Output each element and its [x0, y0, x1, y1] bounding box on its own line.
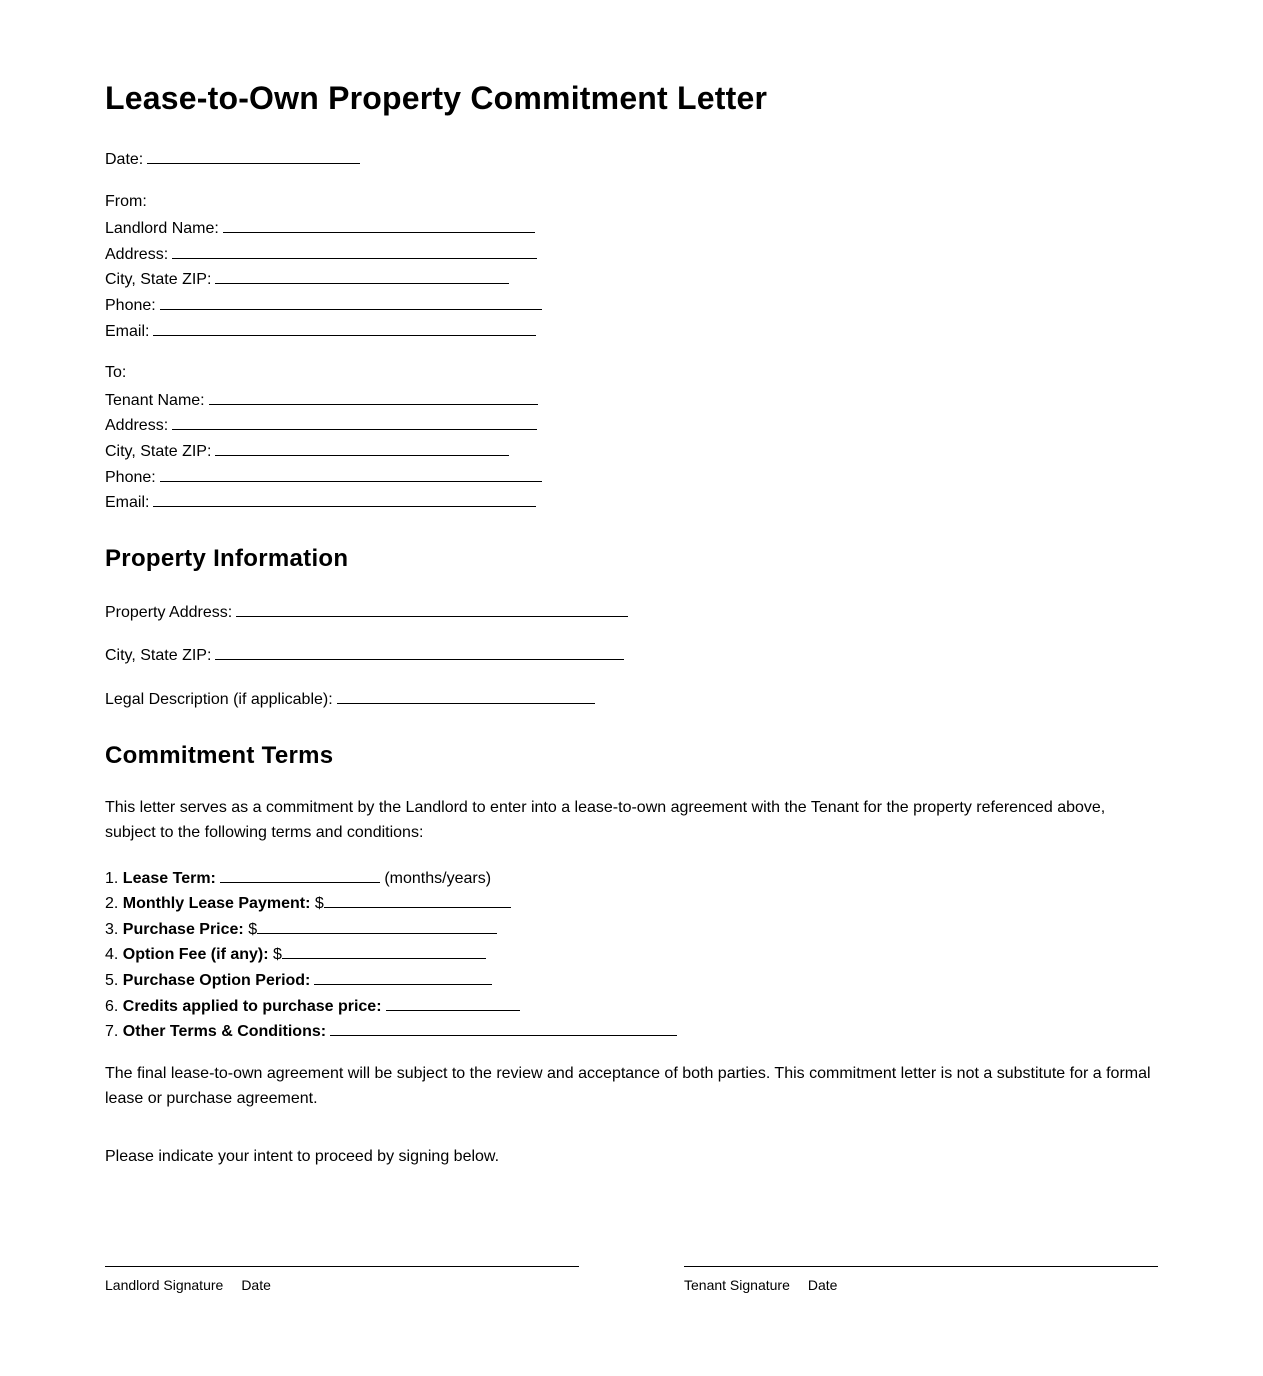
tenant-signature-line[interactable]	[684, 1266, 1158, 1267]
term-number: 6.	[105, 998, 119, 1015]
tenant-email-blank[interactable]	[153, 491, 536, 507]
tenant-name-field	[105, 389, 538, 411]
term-number: 3.	[105, 921, 119, 938]
term-suffix: (months/years)	[384, 870, 492, 887]
tenant-signature-label: Tenant Signature	[684, 1277, 790, 1293]
landlord-name-label: Landlord Name:	[105, 220, 219, 237]
landlord-address-blank[interactable]	[172, 243, 537, 259]
term-number: 5.	[105, 972, 119, 989]
tenant-city-field	[105, 440, 509, 462]
property-city-label: City, State ZIP:	[105, 647, 212, 664]
term-item	[105, 969, 492, 991]
landlord-phone-blank[interactable]	[160, 294, 542, 310]
term-item	[105, 892, 511, 914]
term-item	[105, 918, 497, 940]
property-address-blank[interactable]	[236, 601, 628, 617]
term-label: Other Terms & Conditions:	[122, 1023, 327, 1040]
term-label: Purchase Price:	[122, 921, 244, 938]
tenant-name-blank[interactable]	[209, 389, 538, 405]
other-terms-blank[interactable]	[330, 1020, 677, 1036]
terms-section-heading: Commitment Terms	[105, 742, 334, 769]
tenant-signature-caption	[684, 1276, 837, 1294]
landlord-signature-caption	[105, 1276, 271, 1294]
landlord-city-label: City, State ZIP:	[105, 271, 212, 288]
credits-blank[interactable]	[386, 995, 520, 1011]
landlord-city-field	[105, 268, 509, 290]
term-item	[105, 995, 520, 1017]
landlord-phone-label: Phone:	[105, 297, 156, 314]
date-label: Date:	[105, 151, 144, 168]
legal-description-blank[interactable]	[337, 688, 595, 704]
legal-description-field	[105, 688, 595, 710]
tenant-date-label: Date	[807, 1277, 838, 1293]
landlord-email-field	[105, 320, 536, 342]
tenant-phone-blank[interactable]	[160, 466, 542, 482]
term-label: Option Fee (if any):	[122, 946, 269, 963]
landlord-phone-field	[105, 294, 542, 316]
landlord-date-label: Date	[241, 1277, 271, 1293]
closing-paragraph: The final lease-to-own agreement will be subject to the review and acceptance of both parties. This commitment letter is not a substitute for a formal lease or purchase agreement.	[105, 1065, 1151, 1107]
purchase-price-blank[interactable]	[257, 918, 497, 934]
term-label: Purchase Option Period:	[122, 972, 311, 989]
landlord-signature-label: Landlord Signature	[105, 1277, 224, 1293]
property-city-blank[interactable]	[215, 644, 624, 660]
landlord-city-blank[interactable]	[215, 268, 509, 284]
term-label: Lease Term:	[122, 870, 216, 887]
landlord-email-label: Email:	[105, 323, 150, 340]
tenant-email-field	[105, 491, 536, 513]
dollar-sign: $	[248, 921, 258, 938]
document-title: Lease-to-Own Property Commitment Letter	[105, 80, 768, 116]
to-heading: To:	[105, 364, 127, 381]
landlord-email-blank[interactable]	[153, 320, 536, 336]
date-blank[interactable]	[147, 148, 360, 164]
tenant-phone-label: Phone:	[105, 469, 156, 486]
lease-term-blank[interactable]	[220, 867, 380, 883]
term-item	[105, 867, 491, 889]
term-item	[105, 943, 486, 965]
option-fee-blank[interactable]	[282, 943, 486, 959]
tenant-address-label: Address:	[105, 417, 169, 434]
tenant-phone-field	[105, 466, 542, 488]
date-field	[105, 148, 360, 170]
landlord-address-field	[105, 243, 537, 265]
term-number: 1.	[105, 870, 119, 887]
property-address-field	[105, 601, 628, 623]
term-number: 4.	[105, 946, 119, 963]
legal-description-label: Legal Description (if applicable):	[105, 691, 333, 708]
dollar-sign: $	[314, 895, 324, 912]
monthly-payment-blank[interactable]	[324, 892, 511, 908]
landlord-address-label: Address:	[105, 246, 169, 263]
tenant-city-blank[interactable]	[215, 440, 509, 456]
tenant-address-blank[interactable]	[172, 414, 537, 430]
term-label: Credits applied to purchase price:	[122, 998, 382, 1015]
tenant-name-label: Tenant Name:	[105, 392, 205, 409]
tenant-email-label: Email:	[105, 494, 150, 511]
landlord-name-field	[105, 217, 535, 239]
property-section-heading: Property Information	[105, 545, 349, 572]
tenant-city-label: City, State ZIP:	[105, 443, 212, 460]
landlord-signature-line[interactable]	[105, 1266, 579, 1267]
term-label: Monthly Lease Payment:	[122, 895, 311, 912]
dollar-sign: $	[273, 946, 282, 963]
property-address-label: Property Address:	[105, 604, 233, 621]
terms-intro: This letter serves as a commitment by the Landlord to enter into a lease-to-own agreement with the Tenant for the property referenced above, subject to the following terms and conditions:	[105, 799, 1106, 841]
tenant-address-field	[105, 414, 537, 436]
from-heading: From:	[105, 193, 147, 210]
option-period-blank[interactable]	[314, 969, 492, 985]
term-number: 2.	[105, 895, 119, 912]
signing-instruction: Please indicate your intent to proceed by signing below.	[105, 1148, 500, 1165]
property-city-field	[105, 644, 624, 666]
term-item	[105, 1020, 677, 1042]
landlord-name-blank[interactable]	[223, 217, 535, 233]
term-number: 7.	[105, 1023, 119, 1040]
